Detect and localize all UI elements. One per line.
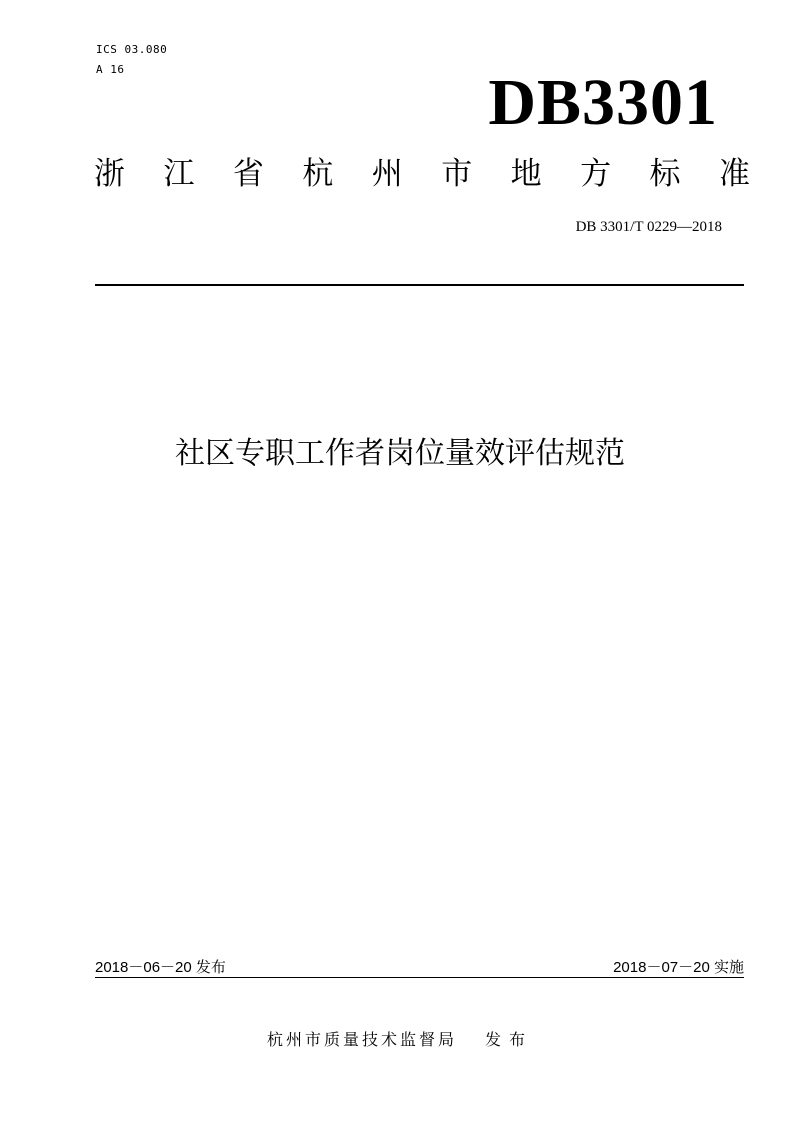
header-divider <box>95 284 744 286</box>
org-char: 州 <box>371 156 403 192</box>
publisher <box>0 1028 800 1052</box>
publisher-name: 杭州市质量技术监督局 <box>266 1030 457 1049</box>
ics-code: ICS 03.080 <box>96 43 168 56</box>
issue-date: 2018－06－20 发布 <box>95 959 226 976</box>
publisher-suffix: 发布 <box>485 1030 534 1049</box>
org-char: 杭 <box>302 156 334 192</box>
footer-divider <box>95 977 744 978</box>
org-char: 省 <box>232 156 264 192</box>
org-char: 方 <box>580 156 612 192</box>
ccs-code: A 16 <box>96 63 125 76</box>
org-char: 标 <box>649 156 681 192</box>
standard-organization <box>94 152 750 196</box>
implementation-date: 2018－07－20 实施 <box>613 959 744 976</box>
document-number: DB 3301/T 0229—2018 <box>575 219 722 235</box>
standard-logo: DB3301 <box>488 66 718 139</box>
org-char: 地 <box>510 156 542 192</box>
org-char: 浙 <box>94 156 125 192</box>
org-char: 准 <box>718 156 750 192</box>
document-title: 社区专职工作者岗位量效评估规范 <box>175 436 625 471</box>
org-char: 市 <box>441 156 473 192</box>
org-char: 江 <box>163 156 195 192</box>
